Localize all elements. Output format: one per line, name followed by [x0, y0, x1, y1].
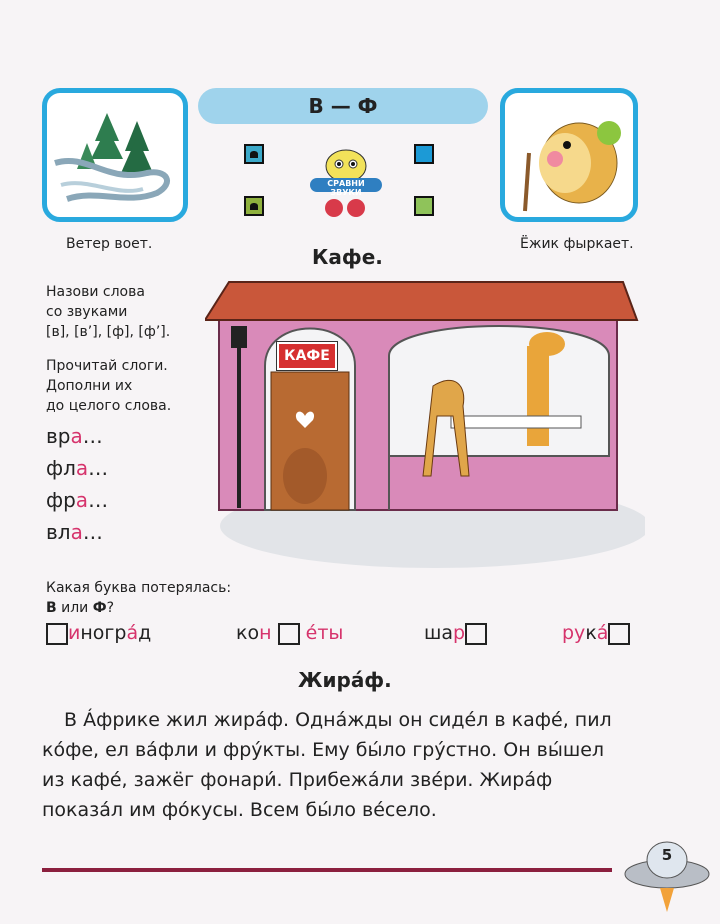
syllable — [46, 424, 103, 448]
syllable-vowel: а — [75, 488, 89, 512]
bell-icon — [246, 146, 262, 162]
syllable-vowel: а — [75, 456, 89, 480]
syllable-ellipsis: … — [82, 520, 103, 544]
instruction-block-1 — [46, 282, 170, 342]
answer-box[interactable] — [46, 623, 68, 645]
syllable-ellipsis: … — [88, 456, 109, 480]
wind-illustration — [42, 88, 188, 222]
word-part: ша — [424, 622, 454, 644]
syllable-text: фр — [46, 488, 76, 512]
word-vowel: р — [453, 622, 466, 644]
word-part: к — [585, 622, 597, 644]
word-part: ко — [236, 622, 260, 644]
word-vowel: é — [305, 622, 318, 644]
word-sharf — [424, 622, 487, 645]
bell-voiceless-square — [244, 196, 264, 216]
hedgehog-illustration — [500, 88, 638, 222]
syllable-text: вл — [46, 520, 71, 544]
word-vowel: н — [259, 622, 272, 644]
ufo-page-badge — [622, 832, 712, 916]
syllable — [46, 456, 108, 480]
story-text — [42, 705, 682, 825]
instruction-line: со звуками — [46, 304, 128, 320]
page-title: В — Ф — [198, 88, 488, 124]
answer-box[interactable] — [278, 623, 300, 645]
syllable-ellipsis: … — [82, 424, 103, 448]
answer-box[interactable] — [608, 623, 630, 645]
story-line: из кафé, зажёг фонари́. Прибежáли звéри. Жирáф — [42, 769, 553, 791]
syllable-vowel: а — [70, 424, 83, 448]
story-line: кóфе, ел вáфли и фрýкты. Ему бы́ло грýстно. Он вы́шел — [42, 739, 605, 761]
caption-left: Ветер воет. — [66, 236, 153, 252]
answer-box[interactable] — [465, 623, 487, 645]
story-line: показáл им фóкусы. Всем бы́ло вéсело. — [42, 799, 437, 821]
mascot-label: СРАВНИ ЗВУКИ — [327, 179, 365, 197]
word-part: ты — [317, 622, 344, 644]
cafe-sign: КАФЕ — [277, 342, 337, 370]
green-square — [414, 196, 434, 216]
question-or: или — [56, 600, 93, 616]
syllable-ellipsis: … — [88, 488, 109, 512]
syllable — [46, 520, 103, 544]
cafe-illustration — [205, 276, 645, 576]
section-title-giraffe: Жирáф. — [298, 668, 392, 692]
word-vinograd — [46, 622, 151, 645]
bell-voiced-square — [244, 144, 264, 164]
question-line-2 — [46, 598, 231, 618]
question-block — [46, 578, 231, 618]
word-part: ногр — [80, 622, 127, 644]
page-number: 5 — [661, 846, 673, 864]
word-rukav — [562, 622, 630, 645]
instruction-line: до целого слова. — [46, 398, 172, 414]
syllable-text: вр — [46, 424, 71, 448]
letter-f: Ф — [92, 600, 107, 616]
hedgehog-icon — [505, 93, 633, 217]
word-vowel: и — [68, 622, 81, 644]
instruction-block-2 — [46, 356, 171, 416]
mascot — [304, 138, 388, 222]
blue-square — [414, 144, 434, 164]
section-title-cafe: Кафе. — [312, 245, 383, 269]
word-row — [46, 622, 656, 650]
instruction-line: Дополни их — [46, 378, 133, 394]
cafe-scene-icon — [205, 276, 645, 576]
syllable-vowel: а — [70, 520, 83, 544]
caption-right: Ёжик фыркает. — [520, 236, 634, 252]
syllable — [46, 488, 108, 512]
question-mark: ? — [106, 600, 115, 616]
word-stress: á — [596, 622, 609, 644]
syllable-text: фл — [46, 456, 76, 480]
wind-trees-icon — [47, 93, 183, 217]
instruction-line: [в], [в’], [ф], [ф’]. — [46, 324, 171, 340]
bell-icon — [246, 198, 262, 214]
word-stress: á — [126, 622, 139, 644]
instruction-line: Назови слова — [46, 284, 145, 300]
question-line-1: Какая буква потерялась: — [46, 580, 232, 596]
word-part: ру — [562, 622, 586, 644]
ufo-icon — [622, 832, 712, 916]
letter-v: В — [46, 600, 57, 616]
instruction-line: Прочитай слоги. — [46, 358, 168, 374]
story-line: В Áфрике жил жирáф. Однáжды он сидéл в кафé, пил — [64, 709, 612, 731]
word-part: д — [138, 622, 152, 644]
footer-rule — [42, 868, 612, 872]
word-konfety — [236, 622, 343, 645]
